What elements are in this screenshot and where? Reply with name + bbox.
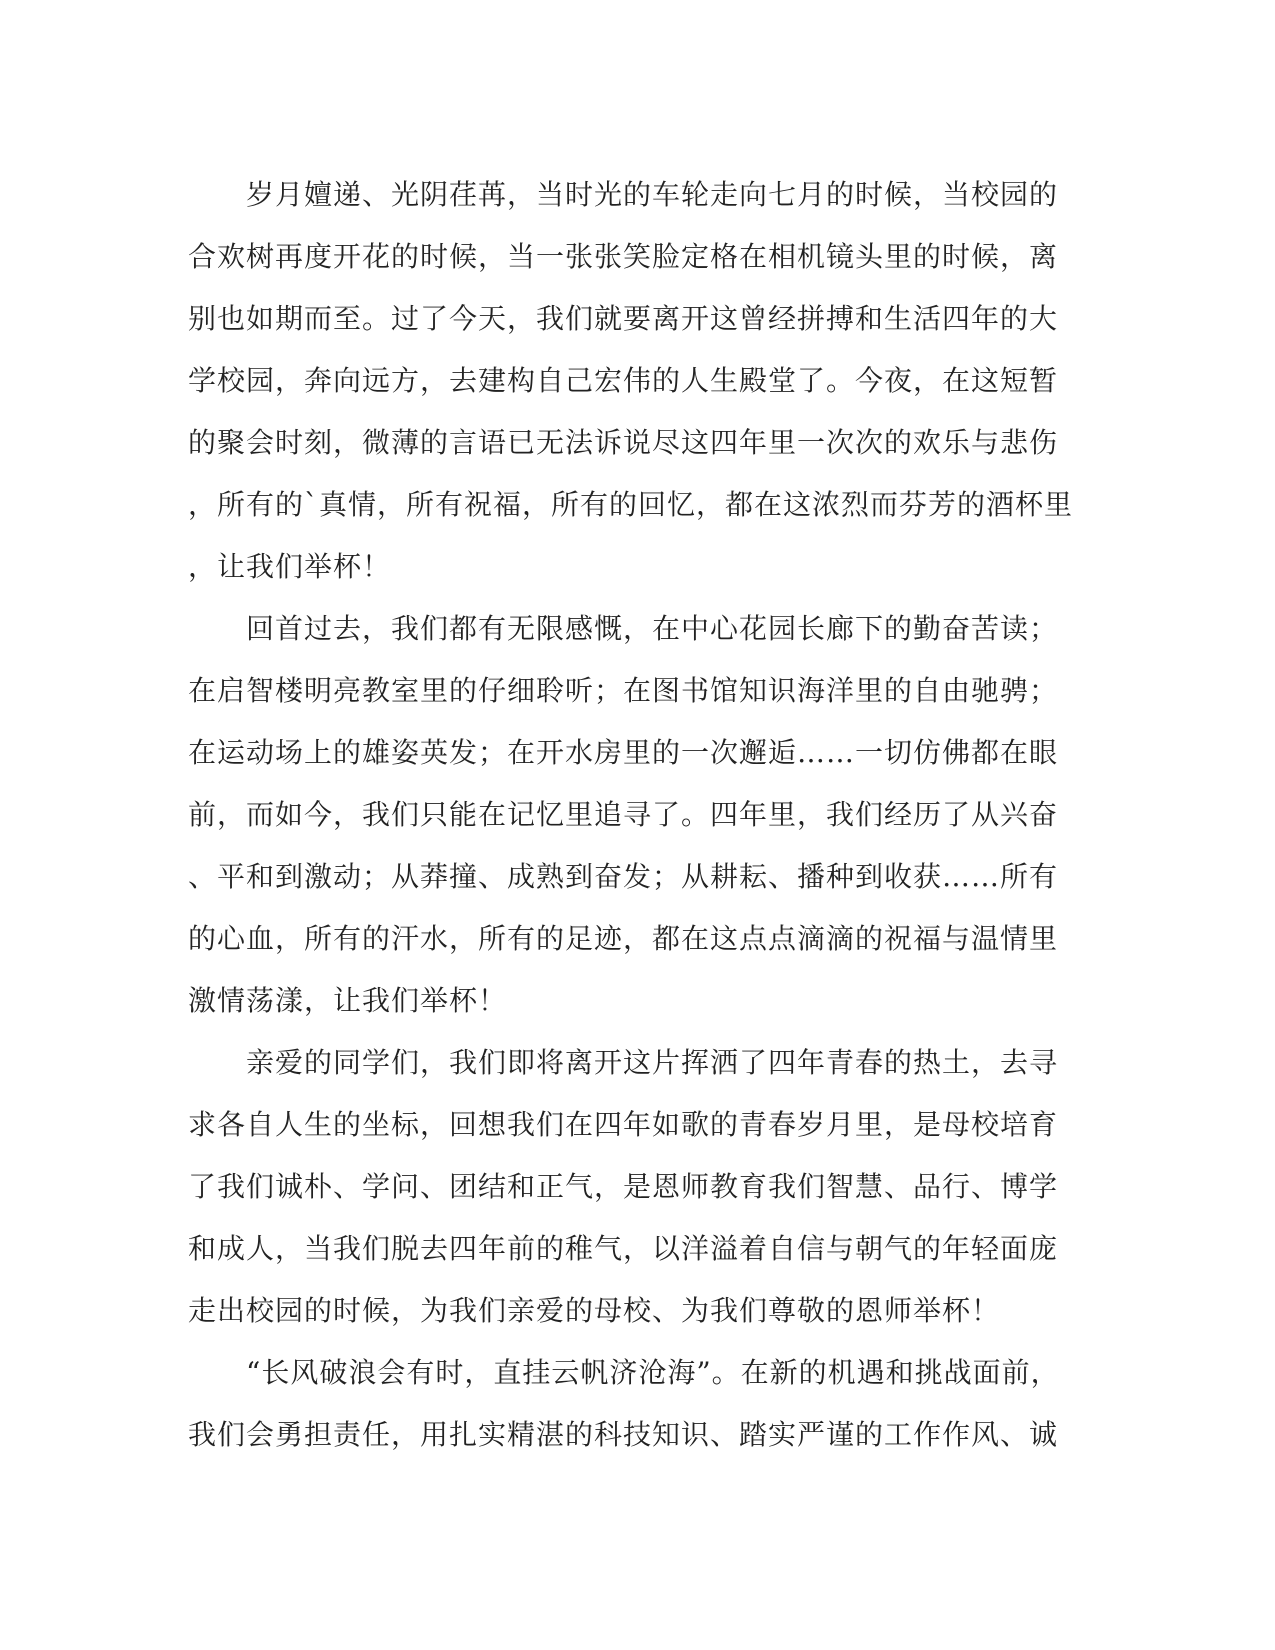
text-line: 和成人，当我们脱去四年前的稚气，以洋溢着自信与朝气的年轻面庞 <box>188 1232 1059 1265</box>
text-line: 了我们诚朴、学问、团结和正气，是恩师教育我们智慧、品行、博学 <box>188 1170 1059 1203</box>
document-body <box>188 164 1078 1466</box>
text-line: 别也如期而至。过了今天，我们就要离开这曾经拼搏和生活四年的大 <box>188 302 1059 335</box>
text-line: 求各自人生的坐标，回想我们在四年如歌的青春岁月里，是母校培育 <box>188 1108 1059 1141</box>
text-line: 前，而如今，我们只能在记忆里追寻了。四年里，我们经历了从兴奋 <box>188 798 1059 831</box>
text-line: 回首过去，我们都有无限感慨，在中心花园长廊下的勤奋苦读； <box>188 612 1059 645</box>
text-line: 激情荡漾，让我们举杯！ <box>188 984 508 1017</box>
text-line: ，所有的`真情，所有祝福，所有的回忆，都在这浓烈而芬芳的酒杯里 <box>188 488 1074 521</box>
paragraph-1 <box>188 164 1078 598</box>
text-line: ，让我们举杯！ <box>188 550 392 583</box>
text-line: 在启智楼明亮教室里的仔细聆听；在图书馆知识海洋里的自由驰骋； <box>188 674 1059 707</box>
paragraph-4 <box>188 1342 1078 1466</box>
text-line: 我们会勇担责任，用扎实精湛的科技知识、踏实严谨的工作作风、诚 <box>188 1418 1059 1451</box>
text-line: 的心血，所有的汗水，所有的足迹，都在这点点滴滴的祝福与温情里 <box>188 922 1059 955</box>
paragraph-2 <box>188 598 1078 1032</box>
text-line: 的聚会时刻，微薄的言语已无法诉说尽这四年里一次次的欢乐与悲伤 <box>188 426 1059 459</box>
text-line: 、平和到激动；从莽撞、成熟到奋发；从耕耘、播种到收获……所有 <box>188 860 1059 893</box>
text-line: 在运动场上的雄姿英发；在开水房里的一次邂逅……一切仿佛都在眼 <box>188 736 1059 769</box>
text-line: “长风破浪会有时，直挂云帆济沧海”。在新的机遇和挑战面前， <box>188 1356 1060 1389</box>
text-line: 亲爱的同学们，我们即将离开这片挥洒了四年青春的热土，去寻 <box>188 1046 1059 1079</box>
text-line: 走出校园的时候，为我们亲爱的母校、为我们尊敬的恩师举杯！ <box>188 1294 1001 1327</box>
text-line: 学校园，奔向远方，去建构自己宏伟的人生殿堂了。今夜，在这短暂 <box>188 364 1059 397</box>
text-line: 合欢树再度开花的时候，当一张张笑脸定格在相机镜头里的时候，离 <box>188 240 1059 273</box>
text-line: 岁月嬗递、光阴荏苒，当时光的车轮走向七月的时候，当校园的 <box>188 178 1059 211</box>
paragraph-3 <box>188 1032 1078 1342</box>
